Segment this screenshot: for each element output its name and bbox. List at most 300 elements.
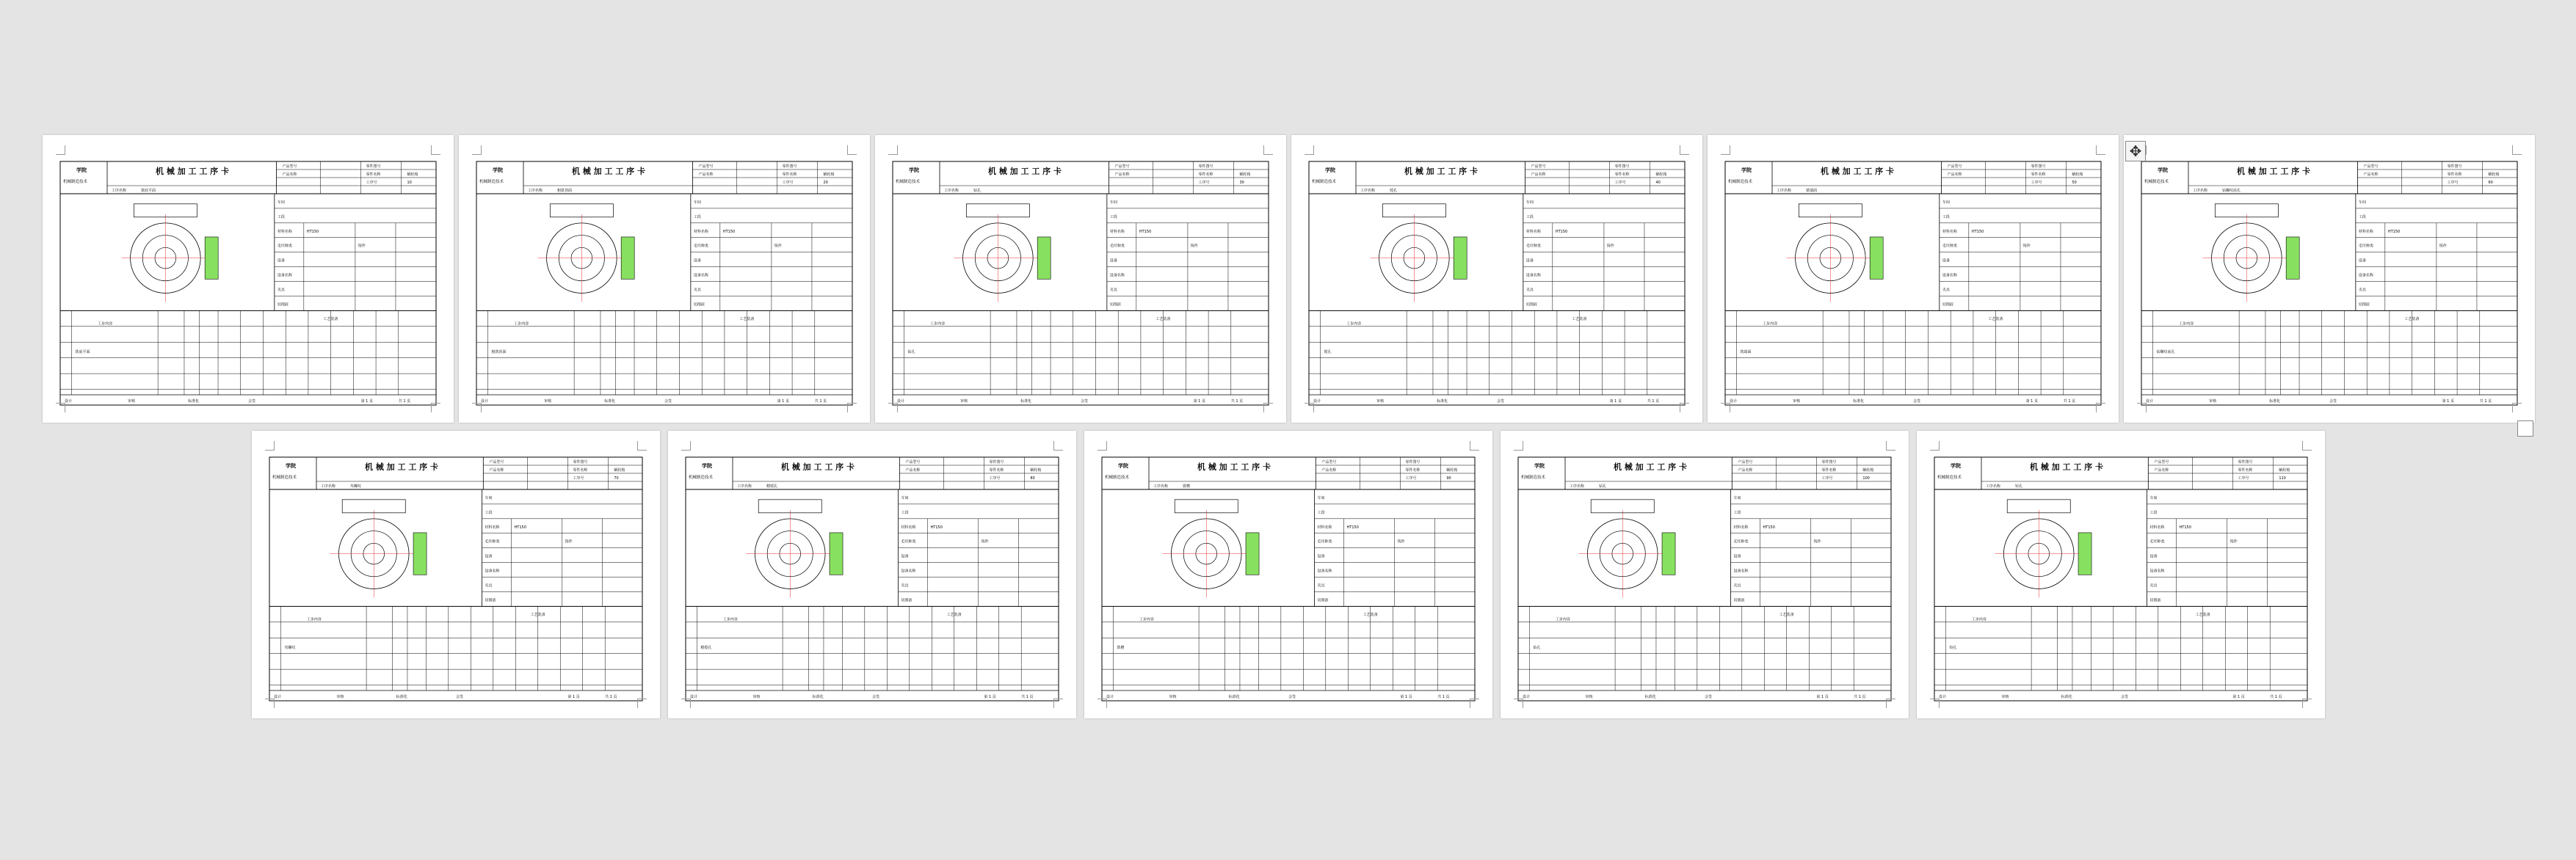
- product-name-label: 产品名称: [698, 172, 714, 177]
- school-subtitle: 机械制造技术: [63, 180, 88, 184]
- school-name: 学院: [909, 167, 919, 173]
- part-sketch: [1162, 500, 1259, 598]
- page-corner-mark: [1680, 145, 1689, 155]
- design-label: 设计: [274, 695, 282, 699]
- process-no-label: 工序号: [1614, 181, 1626, 185]
- process-no-label: 工序号: [573, 476, 584, 481]
- param-label-5: 设备名称: [277, 273, 292, 278]
- standard-label: 标准化: [1020, 399, 1032, 404]
- param-label-1: 工段: [485, 510, 493, 515]
- step-content: 铣底平面: [75, 350, 90, 355]
- process-no-label: 工序号: [1405, 476, 1417, 481]
- page-corner-mark: [2137, 403, 2147, 412]
- step-header: 工步内容: [1346, 321, 1362, 327]
- design-label: 设计: [690, 695, 698, 699]
- param-label-5: 设备名称: [1525, 273, 1541, 278]
- process-no-value: 70: [614, 476, 619, 481]
- material-value: HT150: [514, 525, 526, 530]
- part-name-value: 蜗轮箱: [614, 468, 625, 473]
- standard-label: 标准化: [604, 399, 616, 404]
- process-name-label: 工序名称: [2193, 189, 2208, 193]
- school-subtitle: 机械制造技术: [2144, 180, 2169, 184]
- process-card-page[interactable]: [1917, 431, 2325, 718]
- page-corner-mark: [56, 403, 65, 412]
- page-number: 第 1 页: [2025, 399, 2038, 404]
- page-total: 共 1 页: [2063, 399, 2076, 404]
- part-sketch: [1787, 204, 1884, 302]
- school-subtitle: 机械制造技术: [1937, 475, 1962, 480]
- process-name-value: 铣端面: [1806, 189, 1818, 193]
- product-name-label: 产品名称: [1738, 468, 1753, 473]
- page-total: 共 1 页: [2479, 399, 2492, 404]
- param-label-2: 材料名称: [1942, 229, 1957, 234]
- param-label-1: 工段: [277, 214, 285, 219]
- param-label-5: 设备名称: [693, 273, 708, 278]
- school-subtitle: 机械制造技术: [689, 475, 714, 480]
- school-name: 学院: [286, 463, 296, 469]
- move-icon: ✥: [2129, 142, 2142, 160]
- part-name-label: 零件名称: [573, 468, 588, 473]
- process-name-label: 工序名称: [944, 189, 959, 193]
- step-content: 钻螺纹底孔: [2156, 350, 2175, 355]
- step-header: 工步内容: [514, 321, 529, 327]
- check-label: 审核: [960, 399, 968, 404]
- page-corner-mark: [1305, 145, 1314, 155]
- param-label-1: 工段: [2358, 214, 2366, 219]
- param-label-5: 设备名称: [1942, 273, 1957, 278]
- process-no-label: 工序号: [2031, 181, 2042, 185]
- param-label-2: 材料名称: [901, 525, 916, 530]
- card-title: 机 械 加 工 工 序 卡: [2030, 462, 2103, 472]
- part-name-value: 蜗轮箱: [2279, 468, 2290, 473]
- tool-header: 工艺装备: [1572, 317, 1587, 322]
- step-content: 攻螺纹: [284, 646, 296, 651]
- part-no-label: 零件图号: [1821, 460, 1837, 464]
- part-name-value: 蜗轮箱: [1655, 172, 1667, 177]
- page-total: 共 1 页: [814, 399, 827, 404]
- part-no-label: 零件图号: [2447, 164, 2462, 169]
- process-name-value: 铣底平面: [141, 189, 156, 193]
- approve-label: 会签: [2329, 399, 2337, 404]
- product-name-label: 产品名称: [1947, 172, 1962, 177]
- param-label-7: 切削液: [693, 302, 705, 307]
- process-card-page[interactable]: [252, 431, 660, 718]
- param-label-3: 毛坯种类: [1942, 244, 1957, 249]
- check-label: 审核: [2001, 695, 2009, 699]
- card-title: 机 械 加 工 工 序 卡: [1197, 462, 1271, 472]
- product-name-label: 产品名称: [905, 468, 921, 473]
- part-no-label: 零件图号: [2031, 164, 2046, 169]
- param-label-6: 夹具: [1942, 288, 1950, 293]
- process-name-value: 精镗孔: [766, 484, 778, 489]
- process-name-value: 铰孔: [2015, 484, 2023, 489]
- school-subtitle: 机械制造技术: [1521, 475, 1546, 480]
- page-number: 第 1 页: [1400, 695, 1412, 699]
- process-no-value: 10: [407, 181, 412, 185]
- school-name: 学院: [1951, 463, 1961, 469]
- page-corner-mark: [1721, 403, 1730, 412]
- school-subtitle: 机械制造技术: [1728, 180, 1753, 184]
- param-label-3: 毛坯种类: [1109, 244, 1125, 249]
- param-label-0: 车间: [277, 200, 285, 205]
- param-label-1: 工段: [1109, 214, 1117, 219]
- approve-label: 会签: [1288, 695, 1296, 699]
- page-corner-mark: [1097, 441, 1107, 451]
- step-header: 工步内容: [306, 617, 322, 622]
- part-name-value: 蜗轮箱: [1862, 468, 1874, 473]
- blank-value: 铸件: [1190, 244, 1198, 249]
- step-header: 工步内容: [1555, 617, 1570, 622]
- blank-value: 铸件: [2439, 244, 2447, 249]
- param-label-7: 切削液: [277, 302, 289, 307]
- blank-value: 铸件: [2229, 539, 2238, 544]
- page-total: 共 1 页: [1230, 399, 1244, 404]
- school-name: 学院: [1118, 463, 1128, 469]
- step-content: 镗孔: [1324, 350, 1332, 355]
- page-corner-mark: [1263, 145, 1273, 155]
- param-label-0: 车间: [1109, 200, 1117, 205]
- param-label-5: 设备名称: [1317, 569, 1332, 574]
- school-name: 学院: [1741, 167, 1752, 173]
- page-corner-mark: [847, 403, 857, 412]
- process-card: [875, 135, 1286, 423]
- param-label-1: 工段: [2149, 510, 2158, 515]
- part-sketch: [122, 204, 219, 302]
- material-value: HT150: [1555, 229, 1568, 234]
- step-header: 工步内容: [2179, 321, 2194, 327]
- param-label-6: 夹具: [2149, 583, 2158, 588]
- process-card-page[interactable]: [1501, 431, 1909, 718]
- school-subtitle: 机械制造技术: [272, 475, 297, 480]
- part-sketch: [330, 500, 427, 598]
- product-model-label: 产品型号: [698, 164, 714, 169]
- page-corner-mark: [472, 145, 482, 155]
- page-corner-mark: [1886, 699, 1895, 708]
- approve-label: 会签: [1913, 399, 1921, 404]
- material-value: HT150: [1346, 525, 1359, 530]
- param-label-7: 切削液: [1733, 598, 1745, 603]
- part-name-value: 蜗轮箱: [1239, 172, 1251, 177]
- part-name-label: 零件名称: [782, 172, 797, 177]
- card-title: 机 械 加 工 工 序 卡: [572, 167, 645, 176]
- material-value: HT150: [1971, 229, 1984, 234]
- part-no-label: 零件图号: [573, 460, 588, 464]
- part-sketch: [746, 500, 843, 598]
- page-corner-mark: [681, 699, 691, 708]
- param-label-3: 毛坯种类: [1733, 539, 1749, 544]
- process-no-label: 工序号: [2447, 181, 2459, 185]
- product-name-label: 产品名称: [1531, 172, 1546, 177]
- design-label: 设计: [897, 399, 905, 404]
- part-sketch: [1995, 500, 2091, 598]
- param-label-7: 切削液: [1942, 302, 1953, 307]
- page-number: 第 1 页: [360, 399, 373, 404]
- step-header: 工步内容: [1139, 617, 1154, 622]
- param-label-6: 夹具: [1525, 288, 1534, 293]
- step-header: 工步内容: [1971, 617, 1987, 622]
- process-no-value: 100: [1862, 476, 1870, 481]
- school-name: 学院: [76, 167, 87, 173]
- blank-value: 铸件: [1606, 244, 1614, 249]
- param-label-7: 切削液: [1317, 598, 1329, 603]
- part-name-label: 零件名称: [2447, 172, 2462, 177]
- product-name-label: 产品名称: [489, 468, 504, 473]
- param-label-5: 设备名称: [485, 569, 500, 574]
- process-card-page[interactable]: [1084, 431, 1492, 718]
- product-model-label: 产品型号: [489, 460, 504, 464]
- process-card: [1291, 135, 1702, 423]
- card-title: 机 械 加 工 工 序 卡: [988, 167, 1062, 176]
- param-label-4: 设备: [277, 258, 285, 263]
- step-content: 精镗孔: [700, 646, 712, 651]
- param-label-2: 材料名称: [485, 525, 500, 530]
- param-label-7: 切削液: [1525, 302, 1537, 307]
- step-content: 粗铣顶面: [491, 350, 507, 355]
- tool-header: 工艺装备: [1155, 317, 1171, 322]
- part-name-label: 零件名称: [2031, 172, 2046, 177]
- product-model-label: 产品型号: [2154, 460, 2169, 464]
- page-corner-mark: [1470, 699, 1479, 708]
- part-name-value: 蜗轮箱: [407, 172, 418, 177]
- page-corner-mark: [1930, 699, 1940, 708]
- process-card-page[interactable]: [1291, 135, 1702, 423]
- param-label-2: 材料名称: [2358, 229, 2373, 234]
- page-corner-mark: [1097, 699, 1107, 708]
- page-corner-mark: [1680, 403, 1689, 412]
- param-label-2: 材料名称: [1525, 229, 1541, 234]
- material-value: HT150: [2387, 229, 2401, 234]
- param-label-1: 工段: [1317, 510, 1325, 515]
- process-name-label: 工序名称: [112, 189, 127, 193]
- param-label-6: 夹具: [1109, 288, 1117, 293]
- part-name-value: 蜗轮箱: [1030, 468, 1042, 473]
- page-corner-mark: [2096, 145, 2105, 155]
- process-card-page[interactable]: [43, 135, 454, 423]
- param-label-3: 毛坯种类: [1317, 539, 1332, 544]
- param-label-0: 车间: [1525, 200, 1534, 205]
- blank-value: 铸件: [358, 244, 366, 249]
- page-number: 第 1 页: [567, 695, 580, 699]
- design-label: 设计: [1939, 695, 1947, 699]
- blank-value: 铸件: [1813, 539, 1821, 544]
- param-label-2: 材料名称: [1109, 229, 1125, 234]
- part-name-value: 蜗轮箱: [1446, 468, 1458, 473]
- process-name-value: 钻螺纹底孔: [2222, 189, 2241, 193]
- material-value: HT150: [930, 525, 943, 530]
- school-name: 学院: [2158, 167, 2168, 173]
- card-title: 机 械 加 工 工 序 卡: [1821, 167, 1894, 176]
- card-title: 机 械 加 工 工 序 卡: [2237, 167, 2310, 176]
- approve-label: 会签: [1081, 399, 1089, 404]
- process-name-value: 铣槽: [1183, 484, 1191, 489]
- page-number: 第 1 页: [1609, 399, 1622, 404]
- process-card: [252, 431, 660, 718]
- param-label-0: 车间: [1942, 200, 1950, 205]
- param-label-4: 设备: [1317, 554, 1325, 559]
- process-no-label: 工序号: [2238, 476, 2249, 481]
- school-subtitle: 机械制造技术: [1105, 475, 1130, 480]
- standard-label: 标准化: [812, 695, 824, 699]
- param-label-6: 夹具: [485, 583, 493, 588]
- process-card: [459, 135, 870, 423]
- part-no-label: 零件图号: [1198, 164, 1213, 169]
- page-corner-mark: [265, 699, 275, 708]
- param-label-0: 车间: [901, 495, 909, 500]
- tool-header: 工艺装备: [1363, 613, 1378, 618]
- school-name: 学院: [1534, 463, 1545, 469]
- table-move-handle[interactable]: [2125, 141, 2146, 161]
- process-card-page[interactable]: [2124, 135, 2535, 423]
- param-label-7: 切削液: [485, 598, 496, 603]
- product-name-label: 产品名称: [2154, 468, 2169, 473]
- product-name-label: 产品名称: [282, 172, 297, 177]
- param-label-6: 夹具: [693, 288, 701, 293]
- standard-label: 标准化: [396, 695, 407, 699]
- page-corner-mark: [888, 145, 898, 155]
- approve-label: 会签: [872, 695, 880, 699]
- process-name-label: 工序名称: [528, 189, 543, 193]
- step-header: 工步内容: [930, 321, 946, 327]
- blank-value: 铸件: [565, 539, 573, 544]
- school-name: 学院: [1325, 167, 1335, 173]
- step-content: 钻孔: [1533, 646, 1541, 651]
- approve-label: 会签: [664, 399, 672, 404]
- page-corner-mark: [472, 403, 482, 412]
- product-model-label: 产品型号: [2363, 164, 2379, 169]
- school-subtitle: 机械制造技术: [1312, 180, 1337, 184]
- step-content: 钻孔: [907, 350, 915, 355]
- param-label-3: 毛坯种类: [485, 539, 500, 544]
- table-resize-handle[interactable]: [2517, 420, 2533, 437]
- process-card-page[interactable]: [875, 135, 1286, 423]
- product-name-label: 产品名称: [2363, 172, 2379, 177]
- step-header: 工步内容: [98, 321, 113, 327]
- part-sketch: [954, 204, 1051, 302]
- part-no-label: 零件图号: [989, 460, 1004, 464]
- page-total: 共 1 页: [398, 399, 411, 404]
- param-label-7: 切削液: [1109, 302, 1121, 307]
- param-label-7: 切削液: [2149, 598, 2161, 603]
- process-card-page[interactable]: [668, 431, 1076, 718]
- param-label-6: 夹具: [277, 288, 285, 293]
- param-label-1: 工段: [1942, 214, 1950, 219]
- school-subtitle: 机械制造技术: [896, 180, 921, 184]
- process-no-value: 20: [823, 181, 828, 185]
- param-label-2: 材料名称: [1317, 525, 1332, 530]
- process-name-value: 钻孔: [973, 189, 982, 193]
- page-corner-mark: [1930, 441, 1940, 451]
- part-name-label: 零件名称: [989, 468, 1004, 473]
- param-label-4: 设备: [901, 554, 909, 559]
- process-card-page[interactable]: [1708, 135, 2119, 423]
- param-label-1: 工段: [1733, 510, 1741, 515]
- param-label-6: 夹具: [1317, 583, 1325, 588]
- page-corner-mark: [1721, 145, 1730, 155]
- check-label: 审核: [1793, 399, 1801, 404]
- param-label-5: 设备名称: [1109, 273, 1125, 278]
- process-no-value: 90: [1446, 476, 1451, 481]
- blank-value: 铸件: [774, 244, 782, 249]
- param-label-6: 夹具: [901, 583, 909, 588]
- param-label-1: 工段: [901, 510, 909, 515]
- page-corner-mark: [1053, 699, 1063, 708]
- part-no-label: 零件图号: [1614, 164, 1630, 169]
- process-card: [668, 431, 1076, 718]
- check-label: 审核: [2209, 399, 2217, 404]
- card-title: 机 械 加 工 工 序 卡: [1404, 167, 1478, 176]
- process-card: [1501, 431, 1909, 718]
- check-label: 审核: [1585, 695, 1593, 699]
- page-corner-mark: [847, 145, 857, 155]
- param-label-1: 工段: [1525, 214, 1534, 219]
- approve-label: 会签: [1705, 695, 1713, 699]
- param-label-7: 切削液: [2358, 302, 2370, 307]
- material-value: HT150: [306, 229, 319, 234]
- part-no-label: 零件图号: [782, 164, 797, 169]
- page-corner-mark: [1053, 441, 1063, 451]
- param-label-4: 设备: [1733, 554, 1741, 559]
- process-name-label: 工序名称: [1153, 484, 1169, 489]
- page-corner-mark: [637, 441, 647, 451]
- param-label-4: 设备: [1109, 258, 1117, 263]
- material-value: HT150: [1139, 229, 1152, 234]
- approve-label: 会签: [1497, 399, 1505, 404]
- process-card-page[interactable]: [459, 135, 870, 423]
- page-corner-mark: [1305, 403, 1314, 412]
- check-label: 审核: [1169, 695, 1177, 699]
- material-value: HT150: [2179, 525, 2191, 530]
- material-value: HT150: [722, 229, 736, 234]
- card-title: 机 械 加 工 工 序 卡: [365, 462, 438, 472]
- product-model-label: 产品型号: [1738, 460, 1753, 464]
- check-label: 审核: [336, 695, 344, 699]
- process-name-value: 攻螺纹: [350, 484, 362, 489]
- product-name-label: 产品名称: [1321, 468, 1337, 473]
- param-label-4: 设备: [485, 554, 493, 559]
- param-label-3: 毛坯种类: [2149, 539, 2165, 544]
- blank-value: 铸件: [1397, 539, 1405, 544]
- product-model-label: 产品型号: [282, 164, 297, 169]
- param-label-5: 设备名称: [901, 569, 916, 574]
- check-label: 审核: [752, 695, 761, 699]
- process-no-value: 60: [2488, 181, 2493, 185]
- param-label-7: 切削液: [901, 598, 913, 603]
- step-content: 铰孔: [1949, 646, 1957, 651]
- page-corner-mark: [265, 441, 275, 451]
- process-name-label: 工序名称: [737, 484, 752, 489]
- step-content: 铣端面: [1740, 350, 1752, 355]
- check-label: 审核: [1376, 399, 1385, 404]
- process-card: [43, 135, 454, 423]
- tool-header: 工艺装备: [1988, 317, 2003, 322]
- design-label: 设计: [65, 399, 73, 404]
- card-title: 机 械 加 工 工 序 卡: [1614, 462, 1687, 472]
- page-corner-mark: [681, 441, 691, 451]
- step-header: 工步内容: [722, 617, 738, 622]
- blank-value: 铸件: [981, 539, 989, 544]
- param-label-1: 工段: [693, 214, 701, 219]
- param-label-2: 材料名称: [693, 229, 708, 234]
- part-name-label: 零件名称: [1405, 468, 1421, 473]
- standard-label: 标准化: [1853, 399, 1865, 404]
- standard-label: 标准化: [1437, 399, 1448, 404]
- part-sketch: [2203, 204, 2300, 302]
- page-total: 共 1 页: [2270, 695, 2282, 699]
- page-corner-mark: [1263, 403, 1273, 412]
- param-label-0: 车间: [1317, 495, 1325, 500]
- design-label: 设计: [1730, 399, 1738, 404]
- part-name-value: 蜗轮箱: [2072, 172, 2083, 177]
